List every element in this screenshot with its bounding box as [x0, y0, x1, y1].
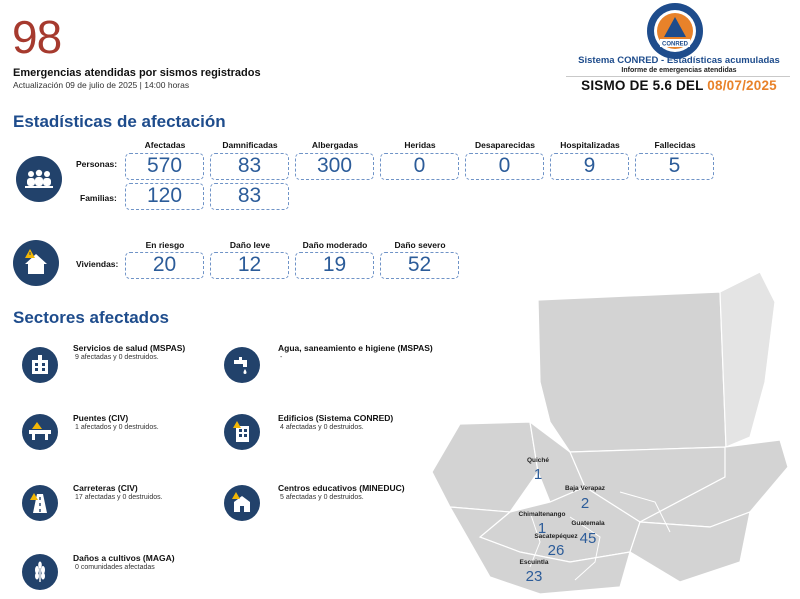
persons-value-box: 5 — [635, 153, 714, 180]
map-region-west — [432, 422, 538, 512]
report-title: Informe de emergencias atendidas — [621, 67, 737, 74]
road-icon — [22, 485, 58, 521]
persons-value-box: 0 — [465, 153, 544, 180]
sector-title-cultivos: Daños a cultivos (MAGA) — [73, 553, 175, 563]
sector-title-salud: Servicios de salud (MSPAS) — [73, 343, 186, 353]
familias-label: Familias: — [80, 193, 117, 203]
map-dept-name: Baja Verapaz — [564, 485, 606, 492]
map-dept-value: 23 — [525, 568, 543, 585]
building-icon — [224, 414, 260, 450]
crops-icon — [22, 554, 58, 590]
housing-value-box: 12 — [210, 252, 289, 279]
total-emergencies: 98 — [12, 11, 62, 63]
sector-desc-salud: 9 afectadas y 0 destruidos. — [75, 354, 159, 361]
map-region-peten — [538, 292, 726, 452]
housing-col-header: Daño severo — [394, 240, 446, 250]
sismo-date: 08/07/2025 — [707, 78, 777, 93]
persons-value-box: 9 — [550, 153, 629, 180]
sector-desc-agua: - — [280, 354, 283, 361]
sector-desc-carreteras: 17 afectadas y 0 destruidos. — [75, 494, 163, 501]
bridge-icon — [22, 414, 58, 450]
sismo-prefix: SISMO DE 5.6 DEL — [581, 78, 708, 93]
map-dept-value: 1 — [537, 520, 547, 537]
sector-desc-edificios: 4 afectadas y 0 destruidos. — [280, 424, 364, 431]
map-dept-value: 26 — [547, 542, 565, 559]
sector-desc-puentes: 1 afectados y 0 destruidos. — [75, 424, 159, 431]
housing-col-header: Daño moderado — [302, 240, 368, 250]
brand-divider — [566, 76, 790, 77]
sector-title-carreteras: Carreteras (CIV) — [73, 483, 138, 493]
persons-value-box: 300 — [295, 153, 374, 180]
school-icon — [224, 485, 260, 521]
housing-value-box: 20 — [125, 252, 204, 279]
logo-lettering: CONRED — [661, 41, 689, 48]
persons-col-header: Heridas — [404, 140, 436, 150]
sismo-banner — [566, 78, 792, 93]
map-dept-name: Guatemala — [571, 520, 605, 527]
sector-desc-educativos: 5 afectadas y 0 destruidos. — [280, 494, 364, 501]
sector-title-agua: Agua, saneamiento e higiene (MSPAS) — [278, 343, 433, 353]
persons-col-header: Albergadas — [311, 140, 359, 150]
viviendas-label: Viviendas: — [76, 259, 119, 269]
persons-col-header: Afectadas — [144, 140, 186, 150]
housing-value-box: 52 — [380, 252, 459, 279]
sector-title-edificios: Edificios (Sistema CONRED) — [278, 413, 394, 423]
persons-value-box: 83 — [210, 153, 289, 180]
map-dept-name: Quiché — [526, 457, 550, 464]
water-tap-icon — [224, 347, 260, 383]
map-dept-value: 45 — [579, 530, 597, 547]
persons-col-header: Fallecidas — [654, 140, 696, 150]
families-value-box: 83 — [210, 183, 289, 210]
housing-col-header: En riesgo — [145, 240, 185, 250]
system-title: Sistema CONRED - Estadísticas acumuladas — [578, 55, 780, 66]
map-dept-value: 1 — [533, 466, 543, 483]
families-value-box: 120 — [125, 183, 204, 210]
total-emergencies-caption: Emergencias atendidas por sismos registrados — [13, 67, 261, 79]
persons-col-header: Damnificadas — [222, 140, 278, 150]
stats-title: Estadísticas de afectación — [13, 112, 226, 131]
map-dept-value: 2 — [580, 495, 590, 512]
sector-title-educativos: Centros educativos (MINEDUC) — [278, 483, 405, 493]
persons-col-header: Hospitalizadas — [560, 140, 620, 150]
sectors-title: Sectores afectados — [13, 308, 169, 327]
persons-value-box: 0 — [380, 153, 459, 180]
housing-value-box: 19 — [295, 252, 374, 279]
sector-title-puentes: Puentes (CIV) — [73, 413, 129, 423]
house-warning-icon — [13, 240, 59, 286]
persons-col-header: Desaparecidas — [474, 140, 535, 150]
sector-desc-cultivos: 0 comunidades afectadas — [75, 564, 155, 571]
map-region-belize — [720, 272, 775, 447]
map-dept-name: Chimaltenango — [518, 511, 566, 518]
conred-logo — [646, 2, 704, 60]
update-timestamp: Actualización 09 de julio de 2025 | 14:00 horas — [13, 80, 190, 90]
map-dept-name: Escuintla — [519, 559, 549, 566]
persons-value-box: 570 — [125, 153, 204, 180]
personas-label: Personas: — [76, 159, 118, 169]
housing-col-header: Daño leve — [229, 240, 271, 250]
guatemala-map — [420, 262, 795, 599]
hospital-icon — [22, 347, 58, 383]
map-dept-name: Sacatepéquez — [534, 533, 578, 540]
people-icon — [16, 156, 62, 202]
